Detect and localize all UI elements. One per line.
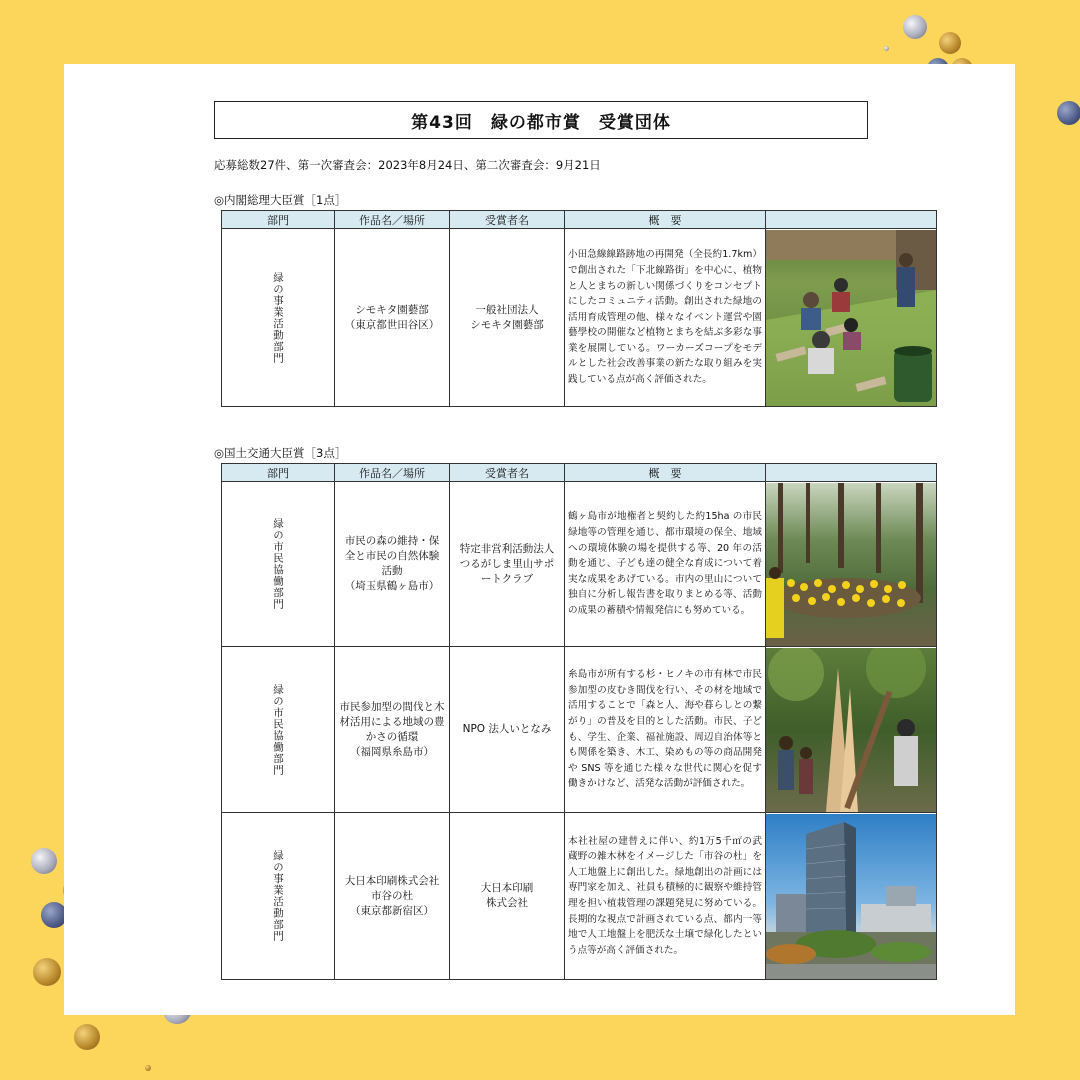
glitter-dot <box>145 1065 151 1071</box>
winner-cell: 大日本印刷 株式会社 <box>480 882 534 909</box>
winner-cell: 一般社団法人 シモキタ園藝部 <box>470 303 544 331</box>
work-cell: 市民参加型の間伐と木材活用による地域の豊かさの循環 （福岡県糸島市） <box>339 700 445 758</box>
document-title: 第43回 緑の都市賞 受賞団体 <box>214 101 868 139</box>
thinning-forest-photo <box>766 648 936 812</box>
table-row <box>222 813 937 980</box>
award-summary: 応募総数27件、第一次審査会：2023年8月24日、第二次審査会：9月21日 <box>214 158 601 172</box>
work-cell: シモキタ園藝部 （東京都世田谷区） <box>344 303 440 331</box>
section-heading: ◎国土交通大臣賞［3点］ <box>214 446 347 460</box>
column-header <box>766 464 937 482</box>
glitter-dot <box>31 848 57 874</box>
winner-cell: NPO 法人いとなみ <box>462 723 552 735</box>
column-header: 受賞者名 <box>450 464 565 482</box>
office-building-photo <box>766 814 936 979</box>
glitter-dot <box>884 46 889 51</box>
description-cell: 本社社屋の建替えに伴い、約1万5千㎡の武蔵野の雑木林をイメージした「市谷の杜」を人工地盤上に創出した。緑地創出の計画には専門家を加え、社員も積極的に観察や維持管理を担い植栽管理の課題発見に努めている。長期的な視点で計画されている点、都内一等地で人工地盤上を肥沃な土壌で緑化したという点等が高く評価された。 <box>568 835 762 956</box>
column-header: 作品名／場所 <box>335 464 450 482</box>
column-header: 概 要 <box>565 464 766 482</box>
glitter-dot <box>74 1024 100 1050</box>
glitter-dot <box>1057 101 1080 125</box>
award-table <box>221 210 937 407</box>
category-cell: 緑の市民協働部門 <box>272 518 284 610</box>
glitter-dot <box>939 32 961 54</box>
category-cell: 緑の事業活動部門 <box>272 271 284 364</box>
glitter-dot <box>903 15 927 39</box>
winner-cell: 特定非営利活動法人つるがしま里山サポートクラブ <box>459 542 555 585</box>
column-header: 部門 <box>222 464 335 482</box>
section-heading: ◎内閣総理大臣賞［1点］ <box>214 193 347 207</box>
forest-children-photo <box>766 483 936 646</box>
column-header: 受賞者名 <box>450 211 565 229</box>
glitter-dot <box>33 958 61 986</box>
column-header: 概 要 <box>565 211 766 229</box>
category-cell: 緑の市民協働部門 <box>272 683 284 776</box>
award-table <box>221 463 937 980</box>
gardening-volunteers-photo <box>766 230 936 406</box>
work-cell: 市民の森の維持・保全と市民の自然体験活動 （埼玉県鶴ヶ島市） <box>344 535 440 592</box>
column-header: 部門 <box>222 211 335 229</box>
table-row <box>222 647 937 813</box>
table-header-row <box>222 211 937 229</box>
column-header: 作品名／場所 <box>335 211 450 229</box>
work-cell: 大日本印刷株式会社 市谷の杜 （東京都新宿区） <box>344 874 440 917</box>
category-cell: 緑の事業活動部門 <box>272 850 284 942</box>
description-cell: 糸島市が所有する杉・ヒノキの市有林で市民参加型の皮むき間伐を行い、その材を地域で活用することで「森と人、海や暮らしとの繋がり」の普及を目的とした活動。市民、子ども、学生、企業、福祉施設、周辺自治体等とも関係を築き、木工、染めもの等の商品開発や SNS 等を通じた様々な世代に関心を促す働きかけなど、活発な活動が評価された。 <box>568 669 762 790</box>
table-row <box>222 229 937 407</box>
table-row <box>222 482 937 647</box>
column-header <box>766 211 937 229</box>
description-cell: 小田急線線路跡地の再開発（全長約1.7km）で創出された「下北線路街」を中心に、植物と人とまちの新しい関係づくりをコンセプトにしたコミュニティ活動。創出された緑地の活用育成管理の他、様々なイベント運営や園藝學校の開催など植物とまちを結ぶ多彩な事業を展開している。ワーカーズコープをモデルとした社会改善事業の新たな取り組みを実践している点が高く評価された。 <box>568 249 762 386</box>
description-cell: 鶴ヶ島市が地権者と契約した約15ha の市民緑地等の管理を通じ、都市環境の保全、地域への環境体験の場を提供する等、20 年の活動を通じ、子ども達の健全な育成について着実な成果をあげている。市内の里山について独自に分析し報告書を取りまとめる等、活動の成果の蓄積や情報発信にも努めている。 <box>568 511 762 616</box>
table-header-row <box>222 464 937 482</box>
